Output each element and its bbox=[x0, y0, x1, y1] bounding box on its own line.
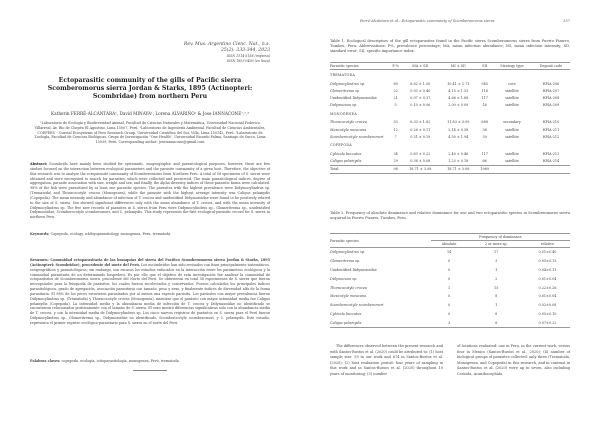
table2-cell-relative: 0.01±0.04 bbox=[538, 276, 557, 281]
table1-header-cell: SII bbox=[482, 64, 488, 68]
table1-cell-species: Glomeritrema sp. bbox=[330, 88, 361, 93]
table1-row bbox=[330, 126, 570, 133]
table2-cell-species: Caligus pelamydis bbox=[330, 320, 362, 325]
affiliations: ¹Laboratorio de Ecología y Biodiversidad Animal, Facultad de Ciencias Naturales y Matemática, Universidad Nacional Federico Villarreal, Av. Río de Chepén El Agustino, Lima 15007, Perú. ²Laboratorio de Ingeniería Ambiental. Facultad de Ciencias Ambientales, COEPERU - Coastal Ecosystems of Peru Research Group, Universidad Científica del Sur, Villa, Lima 150142, Perú. ³Laboratorio de Zoología, Facultad de Ciencias Biológicas, Grupo de Investigación "One Health", Universidad Ricardo Palma, Santiago de Surco, Lima 15039, Perú. Corresponding author: joseiannacone@gmail.com bbox=[34, 121, 266, 145]
table1-group-row bbox=[330, 109, 570, 119]
table1-caption: Table 1. Ecological descriptors of the gill ectoparasites found in the Pacific sierra Scomberomorus sierra from Puerto Pizarro, Tumbes, Peru. Abbreviations: P%, prevalence percentage; MA, mean infection abundance; MI, mean infection intensity; SD, standard error; SII, specific importance index. bbox=[330, 39, 570, 54]
table1-cell-strategy: core bbox=[508, 81, 516, 86]
table1-row bbox=[330, 119, 570, 126]
table1-row bbox=[330, 102, 570, 109]
table1-header-cell: Strategy type bbox=[500, 64, 524, 68]
table1-cell-ma: 0.97 ± 0.37 bbox=[410, 95, 431, 100]
table2-cell-absolute: 0 bbox=[448, 311, 451, 316]
table1-cell-species: Thoracocotyle crocea bbox=[330, 120, 367, 125]
table2-row bbox=[330, 292, 570, 301]
table2-cell-absolute: 0 bbox=[448, 259, 451, 264]
table2-cell-two-or-more: 1 bbox=[495, 303, 498, 308]
table1-cell-strategy: satellite bbox=[505, 127, 519, 132]
table1-header-cell: Deposit code bbox=[539, 64, 563, 68]
table1-cell-mi: 2.00 ± 0.09 bbox=[448, 103, 469, 108]
table1-cell-mi: 2.14 ± 0.58 bbox=[448, 127, 469, 132]
table1-cell-strategy: satellite bbox=[505, 134, 519, 139]
table1-row bbox=[330, 158, 570, 166]
table1-row bbox=[330, 150, 570, 157]
table2-cell-relative: 0.02±0.08 bbox=[538, 303, 557, 308]
table2-row bbox=[330, 309, 570, 318]
table1-cell-strategy: satellite bbox=[505, 151, 519, 156]
table1-cell-sii: 116 bbox=[481, 88, 488, 93]
table2-cell-relative: 0.01±0.04 bbox=[538, 294, 557, 299]
table1-cell-p: 29 bbox=[393, 159, 398, 164]
table1-cell-ma: 0.26 ± 0.11 bbox=[410, 127, 431, 132]
table1-cell-ma: 0.31 ± 0.19 bbox=[410, 134, 431, 139]
table1-cell-p: 22 bbox=[393, 88, 398, 93]
table1-cell-ma: 6.33 ± 1.82 bbox=[410, 120, 431, 125]
table2-cell-species: Scomberocotyle scomberomori bbox=[330, 303, 384, 308]
table2-cell-species: Didymozoon sp. bbox=[330, 276, 358, 281]
table1-total-empty bbox=[532, 165, 570, 173]
issn-online: ISSN 1853-0400 (en línea) bbox=[226, 59, 270, 63]
palabras-claves bbox=[30, 359, 270, 363]
table1-cell-sii: 16 bbox=[482, 103, 487, 108]
table1-group-label: COPEPODA bbox=[330, 143, 352, 148]
table1-header-cell: Parasitic species bbox=[330, 64, 359, 68]
table2-row bbox=[330, 266, 570, 275]
table1-cell-code: HPIA-209 bbox=[542, 103, 560, 108]
table1-cell-code: HPIA-206 bbox=[542, 81, 560, 86]
section-divider bbox=[133, 370, 167, 371]
table1-cell-p: 34 bbox=[393, 151, 398, 156]
body-text-left-column: The differences observed between the present research and with Santos-Bustos et al. (2020) could be attributed to: (1) host sample size: 59 in our work and 674 in Santos-Bustos et al. (2020); (2) host evaluation period: four years of sampling in this work and in Santos-Bustos et al. (2020) throughout 10 years of monitoring; (3) number bbox=[330, 344, 443, 376]
table1-cell-sii: 688 bbox=[481, 120, 488, 125]
table2-header-row bbox=[330, 234, 570, 241]
table1-cell-strategy: satellite bbox=[505, 159, 519, 164]
table1-group-label: MONOGENEA bbox=[330, 111, 357, 116]
table1-total-p: 98 bbox=[393, 167, 398, 172]
table1-cell-mi: 4.50 ± 1.94 bbox=[448, 134, 469, 139]
table2-cell-species: Mexicotyle mexicana bbox=[330, 294, 367, 299]
table1-row bbox=[330, 94, 570, 101]
table2-row bbox=[330, 248, 570, 257]
table2-cell-relative: 0.05±0.10 bbox=[538, 311, 557, 316]
table1-cell-species: Cybicola buccatus bbox=[330, 151, 362, 156]
abstract-text: Scombrids have mainly been studied for systematic, zoogeographic and parasitological purposes; however, there are few studies focused on the interaction between ecological parameters and the parasite community of a given host. Therefore, the objective of this research was to analyze the ectoparasite community of Scomberomorus from Northern Peru. A total of 58 specimens of S. sierra were obtained and were necropsied to search for parasites, which were collected and preserved. The main parasitological indices, degree of aggregation, parasite association with size, weight and sex, and finally, the alpha diversity indices of these parasitic fauna were calculated. 98% of the fish were parasitized by at least one parasitic species. The parasites with the highest prevalence were Didymocylindrus sp. (Trematoda) and Thoracocotyle crocea (Monogenea), while the parasite with the highest average intensity was Caligus pelamydis (Copepoda). The mean intensity and abundance of infection of T. crocea and unidentified Didymozoidae were found to be positively related to the size of S. sierra. Sex showed significant differences only with the mean abundance of T. crocea, and with the mean intensity of Didymocylindrus sp. The five new records of parasites in S. sierra from Peru were Didymocylindrus sp., Glomeritrema sp., unidentified Didymozoidae, Scomberocotyle scomberomori, and C. pelamydis. This study represents the first ecological-parasitic record for S. sierra in northern Peru. bbox=[30, 162, 271, 220]
table1-cell-sii: 66 bbox=[482, 159, 487, 164]
table1-cell-mi: 11.83 ± 3.09 bbox=[447, 120, 470, 125]
abstract-label: Abstract: bbox=[30, 162, 48, 166]
table1-group-label: TREMATODA bbox=[330, 73, 356, 77]
table2-cell-relative: 0.04±0.11 bbox=[538, 267, 557, 272]
table1-header-cell: MI ± SD bbox=[450, 64, 466, 68]
table1-cell-p: 53 bbox=[393, 120, 398, 125]
table1-row bbox=[330, 80, 570, 87]
table1-cell-code: HPIA-207 bbox=[542, 88, 560, 93]
abstract bbox=[30, 162, 270, 220]
table2-cell-two-or-more: 8 bbox=[495, 311, 498, 316]
table2-subheader-absolute: absolute bbox=[441, 242, 457, 246]
keywords-text: Copepoda, ecology, ichthyoparasitology, monogenea, Peru, trematoda bbox=[50, 232, 171, 236]
table1-cell-p: 21 bbox=[393, 95, 398, 100]
resumen-text: Los escómbridos han sido revisados con fines principalmente sistemáticos, zoogeográficos y parasitológicos; sin embargo, son escasos los estudios enfocados en la interacción entre los parámetros ecológicos y la comunidad parasitaria de un determinado hospedero. Es por ello que el objetivo de esta investigación fue analizar la comunidad de ectoparásitos de Scomberomorus sierra, procedente del Norte del Perú. Se obtuvieron en total 58 especímenes de S. sierra que fueron necropsiados para la búsqueda de parásitos, los cuales fueron recolectados y conservados. Fueron calculados los principales índices parasitológicos, grado de agregación, asociación parasitaria con tamaño, peso y sexo, y finalmente índices de diversidad alfa de la fauna parasitaria. El 98% de los peces estuvieron parasitados por al menos una especie parásita. Los parásitos con mayor prevalencia fueron Didymocylindrus sp. (Trematoda) y Thoracocotyle crocea (Monogenea), mientras que el parásito con mayor intensidad media fue Caligus pelamydis (Copepoda). La intensidad media y la abundancia media de infección de T. crocea y Didymozoidae no identificado se encontraron relacionados positivamente con el tamaño de S. sierra. El sexo mostró diferencias significativas solo con la abundancia media de T. crocea, y con la intensidad media de Didymocylindrus sp. Los cinco nuevos registros de parásitos en S. sierra para el Perú fueron Didymocylindrus sp., Glomeritrema sp., Didymozoidae no identificado, Scomberocotyle scomberomori, y C. pelamydis. Este estudio, representa el primer registro ecológico-parasitario para S. sierra en el norte del Perú. bbox=[30, 262, 270, 325]
table2-cell-two-or-more: 1 bbox=[495, 267, 498, 272]
resumen bbox=[30, 258, 270, 326]
table1-row bbox=[330, 87, 570, 94]
table2-cell-two-or-more: 8 bbox=[495, 320, 498, 325]
table1-cell-species: Caligus pelamydis bbox=[330, 159, 362, 164]
table1-cell-mi: 4.15 ± 1.53 bbox=[448, 88, 469, 93]
table2-cell-two-or-more: 17 bbox=[494, 250, 499, 255]
table1-cell-code: HPIA-214 bbox=[542, 159, 560, 164]
table1-total-row bbox=[330, 165, 570, 173]
table1-cell-p: 80 bbox=[393, 81, 398, 86]
palabras-label: Palabras claves: bbox=[30, 359, 61, 363]
table1-cell-ma: 8.62 ± 1.50 bbox=[410, 81, 431, 86]
authors: Katherin FERRÉ-ALCÁNTARA¹, David MINAYA¹, Lorena ALVARIÑO¹ & Jose IANNACONE¹,²,³ bbox=[51, 111, 249, 116]
table2-cell-species: Thoracocotyle crocea bbox=[330, 285, 367, 290]
table1-cell-strategy: satellite bbox=[505, 103, 519, 108]
table1-cell-species: Scomberocotyle scomberomori bbox=[330, 134, 384, 139]
table1-header-row bbox=[330, 63, 570, 70]
table1-cell-mi: 2.40 ± 0.46 bbox=[448, 151, 469, 156]
table1-cell-code: HPIA-208 bbox=[542, 95, 560, 100]
table2-cell-absolute: 0 bbox=[448, 294, 451, 299]
table2-cell-species: Didymocylindrus sp. bbox=[330, 250, 366, 255]
table2-cell-relative: 0.05±0.13 bbox=[538, 259, 557, 264]
keywords-label: Keywords: bbox=[30, 232, 50, 236]
table2-cell-species: Glomeritrema sp. bbox=[330, 259, 361, 264]
table2-row bbox=[330, 283, 570, 292]
table2-cell-absolute: 0 bbox=[448, 276, 451, 281]
table2-row bbox=[330, 301, 570, 310]
table1-cell-sii: 117 bbox=[481, 151, 488, 156]
table1-cell-species: Didymocylindrus sp. bbox=[330, 81, 366, 86]
table1-cell-p: 12 bbox=[393, 127, 398, 132]
article-title: Ectoparasitic community of the gills of Pacific sierra Scomberomorus sierra Jordan & Starks, 1895 (Actinopteri: Scombridae) from northern Peru bbox=[47, 77, 253, 100]
table2-cell-absolute: 1 bbox=[448, 285, 451, 290]
table1-cell-sii: 39 bbox=[482, 134, 487, 139]
table1-total-label: Total bbox=[330, 167, 339, 172]
table2-cell-absolute: 0 bbox=[448, 303, 451, 308]
table1-cell-code: HPIA-213 bbox=[542, 151, 560, 156]
table2 bbox=[330, 233, 570, 328]
table2-cell-two-or-more: 15 bbox=[494, 285, 499, 290]
right-page bbox=[300, 0, 600, 433]
table1-cell-species: Didymozoon sp. bbox=[330, 103, 358, 108]
table2-subheader-two-or-more: 2 or more sp. bbox=[484, 242, 508, 246]
table2-cell-relative: 0.22±0.26 bbox=[538, 285, 557, 290]
table2-row bbox=[330, 318, 570, 327]
issn-print: ISSN 1514-5158 (impresa) bbox=[226, 54, 270, 58]
table1-cell-code: HPIA-211 bbox=[542, 127, 560, 132]
table1-cell-ma: 0.36 ± 0.08 bbox=[410, 159, 431, 164]
table1-cell-p: 5 bbox=[394, 103, 397, 108]
table1-cell-ma: 0.10 ± 0.06 bbox=[410, 103, 431, 108]
table2-cell-absolute: 3 bbox=[448, 320, 451, 325]
resumen-label: Resumen: Comunidad ectoparasitaria de las branquias del sierra del Pacífico Scomberomorus sierra Jordan & Starks, 1895 (Actinopteri: Scombridae), procedente del norte del Perú. bbox=[30, 258, 270, 267]
palabras-text: copepoda, ecología, ictioparasitología, monogenea, Perú, trematoda bbox=[61, 359, 179, 363]
running-head: Ferré-Alcántara et al.: Ectoparasitic community of Scomberomorus sierra bbox=[360, 19, 495, 23]
table1-total-empty bbox=[492, 165, 532, 173]
table2-cell-two-or-more: 2 bbox=[495, 276, 498, 281]
table2-header-species: Parasitic species bbox=[330, 238, 359, 243]
table2-caption: Table 2. Frequency of absolute dominance and relative dominance for one and two ectoparasitic species in Scomberomorus sierra acquired in Puerto Pizarro, Tumbes, Peru. bbox=[330, 211, 570, 221]
table1-group-row bbox=[330, 140, 570, 150]
table1-cell-mi: 1.23 ± 0.18 bbox=[448, 159, 469, 164]
table1-cell-sii: 117 bbox=[481, 95, 488, 100]
table1-cell-strategy: satellite bbox=[505, 95, 519, 100]
table2-cell-two-or-more: 8 bbox=[495, 294, 498, 299]
table1-cell-sii: 38 bbox=[482, 127, 487, 132]
table1-cell-species: Unidentified Didymozoidae bbox=[330, 95, 377, 100]
table2-cell-absolute: 0 bbox=[448, 267, 451, 272]
table1-header-cell: MA ± SD bbox=[412, 64, 429, 68]
table1-cell-code: HPIA-212 bbox=[542, 134, 560, 139]
table1-cell-mi: 4.66 ± 1.68 bbox=[448, 95, 469, 100]
table2-header-group: Frequency of dominance bbox=[431, 234, 570, 241]
table2-row bbox=[330, 257, 570, 266]
table1-cell-ma: 0.93 ± 0.40 bbox=[410, 88, 431, 93]
table2-cell-species: Unidentified Didymozoidae bbox=[330, 267, 377, 272]
table1-total-sii: 1969 bbox=[480, 167, 489, 172]
table1-row bbox=[330, 133, 570, 140]
table1-cell-strategy: secondary bbox=[503, 120, 521, 125]
table2-cell-relative: 0.51±0.40 bbox=[538, 250, 557, 255]
table1-cell-species: Mexicotyle mexicana bbox=[330, 127, 367, 132]
table1-total-mi: 18.71 ± 3.08 bbox=[447, 167, 470, 172]
keywords bbox=[30, 232, 270, 236]
table2-row bbox=[330, 274, 570, 283]
page-number: 337 bbox=[563, 19, 570, 23]
table1 bbox=[330, 62, 570, 174]
table1-header-cell: P % bbox=[392, 64, 399, 68]
journal-volume: 25(2): 333-344, 2023 bbox=[220, 48, 270, 53]
table2-cell-two-or-more: 3 bbox=[495, 259, 498, 264]
table2-cell-absolute: 14 bbox=[446, 250, 452, 255]
table1-cell-strategy: satellite bbox=[505, 88, 519, 93]
table1-cell-ma: 0.83 ± 0.22 bbox=[410, 151, 431, 156]
journal-info bbox=[184, 42, 270, 64]
table1-cell-mi: 10.41 ± 1.71 bbox=[447, 81, 470, 86]
journal-name: Rev. Mus. Argentino Cienc. Nat., n.s. bbox=[183, 42, 270, 47]
table2-cell-species: Cybicola buccatus bbox=[330, 311, 362, 316]
table1-cell-p: 7 bbox=[394, 134, 397, 139]
table2-cell-relative: 0.07±0.22 bbox=[538, 320, 557, 325]
table1-total-ma: 18.71 ± 3.08 bbox=[409, 167, 432, 172]
table1-cell-sii: 945 bbox=[481, 81, 488, 86]
table2-subheader-relative: relative bbox=[540, 242, 555, 246]
body-text-right-column: of locations evaluated: one in Peru, in the current work, versus four in Mexico (Santos-Bustos et al., 2020); (4) number of biological groups of parasites collected: only three (Trematoda, Monogenea, and Copepoda) in this research, and in contrast in Santos-Bustos et al. (2020) were up to seven, also including Cestoda, Acanthocephala, bbox=[457, 344, 570, 376]
table1-cell-code: HPIA-210 bbox=[542, 120, 560, 125]
table1-group-row bbox=[330, 70, 570, 81]
